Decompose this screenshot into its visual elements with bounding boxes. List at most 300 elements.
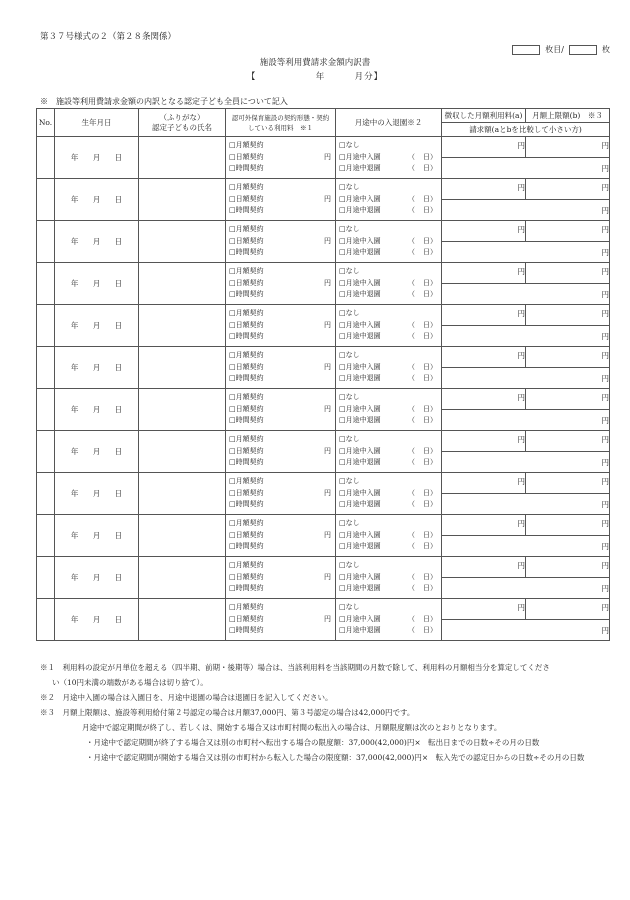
child-name-cell[interactable]	[139, 515, 226, 557]
contract-fee-yen: 円	[324, 488, 331, 497]
row-no[interactable]	[37, 389, 55, 431]
day-close: 日）	[423, 332, 437, 341]
contract-daily-label: □日額契約	[229, 194, 264, 203]
mid-month-exit-checkbox[interactable]	[336, 625, 441, 637]
contract-fee-yen: 円	[324, 446, 331, 455]
contract-cell	[226, 179, 336, 221]
claim-amount-cell[interactable]: 円	[442, 494, 610, 515]
admission-none-checkbox[interactable]: □なし	[339, 519, 360, 528]
contract-cell	[226, 305, 336, 347]
contract-daily-checkbox[interactable]	[226, 572, 335, 584]
table-row	[37, 431, 610, 452]
mid-month-exit-checkbox[interactable]	[336, 457, 441, 469]
day-close: 日）	[423, 194, 437, 203]
day-close: 日）	[423, 572, 437, 581]
birth-year-label: 年	[70, 615, 79, 624]
period-year: 年	[315, 72, 326, 82]
birth-month-label: 月	[92, 531, 101, 540]
admission-none-checkbox[interactable]: □なし	[339, 477, 360, 486]
child-name-cell[interactable]	[139, 347, 226, 389]
birth-month-label: 月	[92, 195, 101, 204]
mid-month-entry-label: □月途中入園	[339, 530, 381, 539]
paren-open: （	[408, 500, 415, 509]
contract-hourly-checkbox[interactable]: □時間契約	[229, 542, 264, 551]
birthdate-cell[interactable]	[55, 347, 139, 389]
day-close: 日）	[423, 530, 437, 539]
admission-cell	[336, 221, 442, 263]
mid-month-entry-checkbox[interactable]	[336, 362, 441, 374]
paren-open: （	[408, 626, 415, 635]
birth-month-label: 月	[92, 153, 101, 162]
mid-month-exit-label: □月途中退園	[339, 374, 381, 383]
contract-monthly-checkbox[interactable]: □月額契約	[229, 393, 264, 402]
footnote-1-cont: い（10円未満の端数がある場合は切り捨て）。	[52, 678, 208, 687]
paren-open: （	[408, 320, 415, 329]
monthly-fee-cell[interactable]: 円	[442, 431, 526, 452]
paren-open: （	[408, 488, 415, 497]
claim-amount-cell[interactable]: 円	[442, 284, 610, 305]
contract-hourly-checkbox[interactable]: □時間契約	[229, 374, 264, 383]
contract-cell	[226, 221, 336, 263]
day-close: 日）	[423, 458, 437, 467]
child-name-cell[interactable]	[139, 305, 226, 347]
mid-month-entry-label: □月途中入園	[339, 488, 381, 497]
sheet-total-field[interactable]	[569, 45, 597, 55]
contract-hourly-checkbox[interactable]: □時間契約	[229, 626, 264, 635]
contract-monthly-checkbox[interactable]: □月額契約	[229, 435, 264, 444]
monthly-cap-cell[interactable]: 円	[526, 515, 610, 536]
birthdate-cell[interactable]	[55, 221, 139, 263]
row-no[interactable]	[37, 179, 55, 221]
header-claim: 請求額(aとbを比較して小さい方)	[442, 123, 610, 137]
child-name-cell[interactable]	[139, 221, 226, 263]
paren-open: （	[408, 404, 415, 413]
birth-year-label: 年	[70, 363, 79, 372]
footnote-3-end-case: ・月途中で認定期間が終了する場合又は別の市町村へ転出する場合の限度額：37,000(42,000)円× 転出日までの日数÷その月の日数	[86, 738, 540, 747]
birth-day-label: 日	[114, 237, 123, 246]
birth-day-label: 日	[114, 195, 123, 204]
table-row	[37, 557, 610, 578]
contract-monthly-checkbox[interactable]: □月額契約	[229, 603, 264, 612]
birth-year-label: 年	[70, 321, 79, 330]
birth-month-label: 月	[92, 279, 101, 288]
footnotes	[40, 660, 620, 765]
claim-amount-cell[interactable]: 円	[442, 326, 610, 347]
row-no[interactable]	[37, 221, 55, 263]
table-row	[37, 263, 610, 284]
paren-open: （	[408, 458, 415, 467]
contract-fee-yen: 円	[324, 194, 331, 203]
contract-daily-label: □日額契約	[229, 362, 264, 371]
day-close: 日）	[423, 374, 437, 383]
day-close: 日）	[423, 542, 437, 551]
paren-open: （	[408, 236, 415, 245]
day-close: 日）	[423, 248, 437, 257]
monthly-cap-cell[interactable]: 円	[526, 431, 610, 452]
header-contract: 認可外保育施設の契約形態・契約している利用料 ※１	[226, 109, 336, 137]
birthdate-cell[interactable]	[55, 557, 139, 599]
mid-month-entry-checkbox[interactable]	[336, 572, 441, 584]
mid-month-exit-checkbox[interactable]	[336, 373, 441, 385]
monthly-cap-cell[interactable]: 円	[526, 179, 610, 200]
birthdate-cell[interactable]	[55, 179, 139, 221]
contract-monthly-checkbox[interactable]: □月額契約	[229, 267, 264, 276]
monthly-cap-cell[interactable]: 円	[526, 263, 610, 284]
mid-month-entry-checkbox[interactable]	[336, 194, 441, 206]
contract-cell	[226, 557, 336, 599]
claim-breakdown-table	[36, 108, 610, 641]
mid-month-exit-label: □月途中退園	[339, 290, 381, 299]
mid-month-exit-checkbox[interactable]	[336, 289, 441, 301]
admission-none-checkbox[interactable]: □なし	[339, 393, 360, 402]
monthly-cap-cell[interactable]: 円	[526, 305, 610, 326]
mid-month-entry-checkbox[interactable]	[336, 152, 441, 164]
mid-month-exit-label: □月途中退園	[339, 500, 381, 509]
monthly-fee-cell[interactable]: 円	[442, 515, 526, 536]
document-title: 施設等利用費請求金額内訳書	[259, 58, 371, 68]
admission-none-checkbox[interactable]: □なし	[339, 183, 360, 192]
contract-cell	[226, 431, 336, 473]
admission-cell	[336, 557, 442, 599]
contract-hourly-checkbox[interactable]: □時間契約	[229, 332, 264, 341]
paren-open: （	[408, 152, 415, 161]
day-close: 日）	[423, 446, 437, 455]
monthly-cap-cell[interactable]: 円	[526, 389, 610, 410]
monthly-fee-cell[interactable]: 円	[442, 305, 526, 326]
contract-hourly-checkbox[interactable]: □時間契約	[229, 584, 264, 593]
contract-daily-checkbox[interactable]	[226, 488, 335, 500]
claim-amount-cell[interactable]: 円	[442, 158, 610, 179]
birth-year-label: 年	[70, 153, 79, 162]
contract-cell	[226, 347, 336, 389]
claim-amount-cell[interactable]: 円	[442, 620, 610, 641]
sheet-total-label: 枚	[602, 45, 610, 54]
contract-hourly-checkbox[interactable]: □時間契約	[229, 290, 264, 299]
monthly-fee-cell[interactable]: 円	[442, 599, 526, 620]
mid-month-entry-checkbox[interactable]	[336, 404, 441, 416]
contract-monthly-checkbox[interactable]: □月額契約	[229, 183, 264, 192]
birth-year-label: 年	[70, 531, 79, 540]
day-close: 日）	[423, 206, 437, 215]
admission-cell	[336, 137, 442, 179]
contract-daily-checkbox[interactable]	[226, 152, 335, 164]
contract-daily-checkbox[interactable]	[226, 404, 335, 416]
admission-none-checkbox[interactable]: □なし	[339, 225, 360, 234]
contract-hourly-checkbox[interactable]: □時間契約	[229, 458, 264, 467]
child-name-cell[interactable]	[139, 263, 226, 305]
mid-month-entry-checkbox[interactable]	[336, 614, 441, 626]
day-close: 日）	[423, 488, 437, 497]
contract-daily-checkbox[interactable]	[226, 194, 335, 206]
day-close: 日）	[423, 152, 437, 161]
admission-cell	[336, 515, 442, 557]
birthdate-cell[interactable]	[55, 431, 139, 473]
birth-day-label: 日	[114, 153, 123, 162]
monthly-fee-cell[interactable]: 円	[442, 389, 526, 410]
contract-monthly-checkbox[interactable]: □月額契約	[229, 519, 264, 528]
birthdate-cell[interactable]	[55, 473, 139, 515]
row-no[interactable]	[37, 263, 55, 305]
claim-amount-cell[interactable]: 円	[442, 200, 610, 221]
contract-hourly-checkbox[interactable]: □時間契約	[229, 248, 264, 257]
mid-month-entry-label: □月途中入園	[339, 278, 381, 287]
monthly-fee-cell[interactable]: 円	[442, 347, 526, 368]
contract-cell	[226, 389, 336, 431]
monthly-fee-cell[interactable]: 円	[442, 179, 526, 200]
birthdate-cell[interactable]	[55, 599, 139, 641]
mid-month-exit-label: □月途中退園	[339, 164, 381, 173]
mid-month-exit-checkbox[interactable]	[336, 163, 441, 175]
row-no[interactable]	[37, 431, 55, 473]
monthly-fee-cell[interactable]: 円	[442, 263, 526, 284]
birth-month-label: 月	[92, 489, 101, 498]
header-no: No.	[37, 109, 55, 137]
contract-fee-yen: 円	[324, 362, 331, 371]
contract-monthly-checkbox[interactable]: □月額契約	[229, 351, 264, 360]
contract-cell	[226, 599, 336, 641]
monthly-fee-cell[interactable]: 円	[442, 557, 526, 578]
row-no[interactable]	[37, 347, 55, 389]
birth-year-label: 年	[70, 405, 79, 414]
contract-monthly-checkbox[interactable]: □月額契約	[229, 561, 264, 570]
table-row	[37, 137, 610, 158]
paren-open: （	[408, 572, 415, 581]
birthdate-cell[interactable]	[55, 389, 139, 431]
day-close: 日）	[423, 278, 437, 287]
contract-monthly-checkbox[interactable]: □月額契約	[229, 141, 264, 150]
mid-month-exit-label: □月途中退園	[339, 416, 381, 425]
birth-month-label: 月	[92, 447, 101, 456]
birth-year-label: 年	[70, 279, 79, 288]
child-name-cell[interactable]	[139, 473, 226, 515]
table-row	[37, 347, 610, 368]
mid-month-exit-label: □月途中退園	[339, 458, 381, 467]
claim-amount-cell[interactable]: 円	[442, 578, 610, 599]
mid-month-entry-label: □月途中入園	[339, 572, 381, 581]
mid-month-entry-checkbox[interactable]	[336, 446, 441, 458]
admission-none-checkbox[interactable]: □なし	[339, 351, 360, 360]
contract-fee-yen: 円	[324, 530, 331, 539]
day-close: 日）	[423, 584, 437, 593]
paren-open: （	[408, 332, 415, 341]
form-number: 第３７号様式の２（第２８条関係）	[40, 32, 177, 42]
monthly-cap-cell[interactable]: 円	[526, 347, 610, 368]
monthly-fee-cell[interactable]: 円	[442, 137, 526, 158]
contract-daily-label: □日額契約	[229, 488, 264, 497]
contract-hourly-checkbox[interactable]: □時間契約	[229, 164, 264, 173]
birth-day-label: 日	[114, 405, 123, 414]
mid-month-entry-label: □月途中入園	[339, 614, 381, 623]
mid-month-exit-checkbox[interactable]	[336, 247, 441, 259]
contract-monthly-checkbox[interactable]: □月額契約	[229, 225, 264, 234]
day-close: 日）	[423, 404, 437, 413]
contract-hourly-checkbox[interactable]: □時間契約	[229, 416, 264, 425]
claim-amount-cell[interactable]: 円	[442, 536, 610, 557]
admission-none-checkbox[interactable]: □なし	[339, 561, 360, 570]
row-no[interactable]	[37, 599, 55, 641]
birth-day-label: 日	[114, 489, 123, 498]
contract-fee-yen: 円	[324, 404, 331, 413]
monthly-cap-cell[interactable]: 円	[526, 137, 610, 158]
admission-cell	[336, 431, 442, 473]
claim-amount-cell[interactable]: 円	[442, 410, 610, 431]
paren-open: （	[408, 206, 415, 215]
monthly-cap-cell[interactable]: 円	[526, 557, 610, 578]
admission-none-checkbox[interactable]: □なし	[339, 435, 360, 444]
claim-amount-cell[interactable]: 円	[442, 368, 610, 389]
contract-daily-label: □日額契約	[229, 572, 264, 581]
paren-open: （	[408, 290, 415, 299]
birth-day-label: 日	[114, 615, 123, 624]
paren-open: （	[408, 416, 415, 425]
monthly-fee-cell[interactable]: 円	[442, 473, 526, 494]
contract-daily-label: □日額契約	[229, 614, 264, 623]
monthly-cap-cell[interactable]: 円	[526, 221, 610, 242]
birth-day-label: 日	[114, 573, 123, 582]
monthly-cap-cell[interactable]: 円	[526, 599, 610, 620]
contract-fee-yen: 円	[324, 572, 331, 581]
footnote-1: ※１ 利用料の設定が月単位を超える（四半期、前期・後期等）場合は、当該利用料を当該期間の月数で除して、利用料の月額相当分を算定してくださ	[40, 663, 550, 672]
header-admission: 月途中の入退園※２	[336, 109, 442, 137]
row-no[interactable]	[37, 137, 55, 179]
child-name-cell[interactable]	[139, 557, 226, 599]
mid-month-exit-checkbox[interactable]	[336, 583, 441, 595]
child-name-cell[interactable]	[139, 389, 226, 431]
mid-month-exit-label: □月途中退園	[339, 206, 381, 215]
paren-open: （	[408, 194, 415, 203]
contract-hourly-checkbox[interactable]: □時間契約	[229, 500, 264, 509]
table-row	[37, 599, 610, 620]
child-name-cell[interactable]	[139, 137, 226, 179]
birth-month-label: 月	[92, 615, 101, 624]
contract-daily-checkbox[interactable]	[226, 320, 335, 332]
row-no[interactable]	[37, 473, 55, 515]
header-furigana: （ふりがな）	[159, 112, 205, 122]
mid-month-entry-label: □月途中入園	[339, 236, 381, 245]
mid-month-entry-checkbox[interactable]	[336, 488, 441, 500]
header-monthly-fee: 徴収した月額利用料(a)	[442, 109, 526, 123]
admission-cell	[336, 305, 442, 347]
instruction-text: ※ 施設等利用費請求金額の内訳となる認定子ども全員について記入	[40, 97, 288, 106]
birth-day-label: 日	[114, 447, 123, 456]
birth-day-label: 日	[114, 321, 123, 330]
claim-amount-cell[interactable]: 円	[442, 242, 610, 263]
contract-daily-checkbox[interactable]	[226, 446, 335, 458]
birthdate-cell[interactable]	[55, 305, 139, 347]
birth-year-label: 年	[70, 573, 79, 582]
table-row	[37, 179, 610, 200]
mid-month-entry-label: □月途中入園	[339, 404, 381, 413]
birth-year-label: 年	[70, 489, 79, 498]
contract-daily-checkbox[interactable]	[226, 614, 335, 626]
mid-month-entry-checkbox[interactable]	[336, 530, 441, 542]
contract-daily-checkbox[interactable]	[226, 362, 335, 374]
mid-month-exit-checkbox[interactable]	[336, 415, 441, 427]
contract-daily-label: □日額契約	[229, 320, 264, 329]
child-name-cell[interactable]	[139, 431, 226, 473]
contract-fee-yen: 円	[324, 236, 331, 245]
day-close: 日）	[423, 416, 437, 425]
mid-month-entry-label: □月途中入園	[339, 194, 381, 203]
birth-month-label: 月	[92, 573, 101, 582]
monthly-fee-cell[interactable]: 円	[442, 221, 526, 242]
birth-month-label: 月	[92, 405, 101, 414]
admission-cell	[336, 347, 442, 389]
contract-fee-yen: 円	[324, 614, 331, 623]
mid-month-exit-checkbox[interactable]	[336, 205, 441, 217]
day-close: 日）	[423, 626, 437, 635]
birth-month-label: 月	[92, 321, 101, 330]
paren-open: （	[408, 584, 415, 593]
paren-open: （	[408, 530, 415, 539]
admission-cell	[336, 389, 442, 431]
mid-month-exit-checkbox[interactable]	[336, 541, 441, 553]
admission-cell	[336, 263, 442, 305]
admission-cell	[336, 599, 442, 641]
day-close: 日）	[423, 320, 437, 329]
child-name-cell[interactable]	[139, 179, 226, 221]
birth-day-label: 日	[114, 363, 123, 372]
birthdate-cell[interactable]	[55, 263, 139, 305]
admission-none-checkbox[interactable]: □なし	[339, 309, 360, 318]
mid-month-exit-label: □月途中退園	[339, 542, 381, 551]
admission-none-checkbox[interactable]: □なし	[339, 603, 360, 612]
monthly-cap-cell[interactable]: 円	[526, 473, 610, 494]
paren-open: （	[408, 248, 415, 257]
sheet-page-field[interactable]	[512, 45, 540, 55]
table-row	[37, 389, 610, 410]
day-close: 日）	[423, 614, 437, 623]
contract-daily-checkbox[interactable]	[226, 278, 335, 290]
contract-daily-checkbox[interactable]	[226, 236, 335, 248]
contract-daily-label: □日額契約	[229, 530, 264, 539]
admission-none-checkbox[interactable]: □なし	[339, 267, 360, 276]
footnote-3-cont: 月途中で認定期間が終了し、若しくは、開始する場合又は市町村間の転出入の場合は、月額限度額は次のとおりとなります。	[82, 723, 502, 732]
contract-monthly-checkbox[interactable]: □月額契約	[229, 309, 264, 318]
paren-open: （	[408, 542, 415, 551]
contract-hourly-checkbox[interactable]: □時間契約	[229, 206, 264, 215]
mid-month-exit-checkbox[interactable]	[336, 499, 441, 511]
day-close: 日）	[423, 500, 437, 509]
day-close: 日）	[423, 236, 437, 245]
table-row	[37, 221, 610, 242]
contract-daily-label: □日額契約	[229, 446, 264, 455]
footnote-3-start-case: ・月途中で認定期間が開始する場合又は別の市町村から転入した場合の限度額：37,000(42,000)円× 転入先での認定日からの日数÷その月の日数	[86, 753, 585, 762]
child-name-cell[interactable]	[139, 599, 226, 641]
mid-month-entry-label: □月途中入園	[339, 446, 381, 455]
birthdate-cell[interactable]	[55, 515, 139, 557]
contract-monthly-checkbox[interactable]: □月額契約	[229, 477, 264, 486]
admission-cell	[336, 179, 442, 221]
mid-month-entry-checkbox[interactable]	[336, 278, 441, 290]
mid-month-entry-checkbox[interactable]	[336, 320, 441, 332]
admission-none-checkbox[interactable]: □なし	[339, 141, 360, 150]
row-no[interactable]	[37, 515, 55, 557]
birthdate-cell[interactable]	[55, 137, 139, 179]
claim-amount-cell[interactable]: 円	[442, 452, 610, 473]
row-no[interactable]	[37, 305, 55, 347]
footnote-2: ※２ 月途中入園の場合は入園日を、月途中退園の場合は退園日を記入してください。	[40, 693, 333, 702]
contract-daily-checkbox[interactable]	[226, 530, 335, 542]
mid-month-entry-label: □月途中入園	[339, 362, 381, 371]
mid-month-entry-checkbox[interactable]	[336, 236, 441, 248]
period-open: 【	[246, 72, 257, 82]
row-no[interactable]	[37, 557, 55, 599]
header-birthdate: 生年月日	[55, 109, 139, 137]
birth-year-label: 年	[70, 195, 79, 204]
mid-month-exit-checkbox[interactable]	[336, 331, 441, 343]
birth-year-label: 年	[70, 447, 79, 456]
